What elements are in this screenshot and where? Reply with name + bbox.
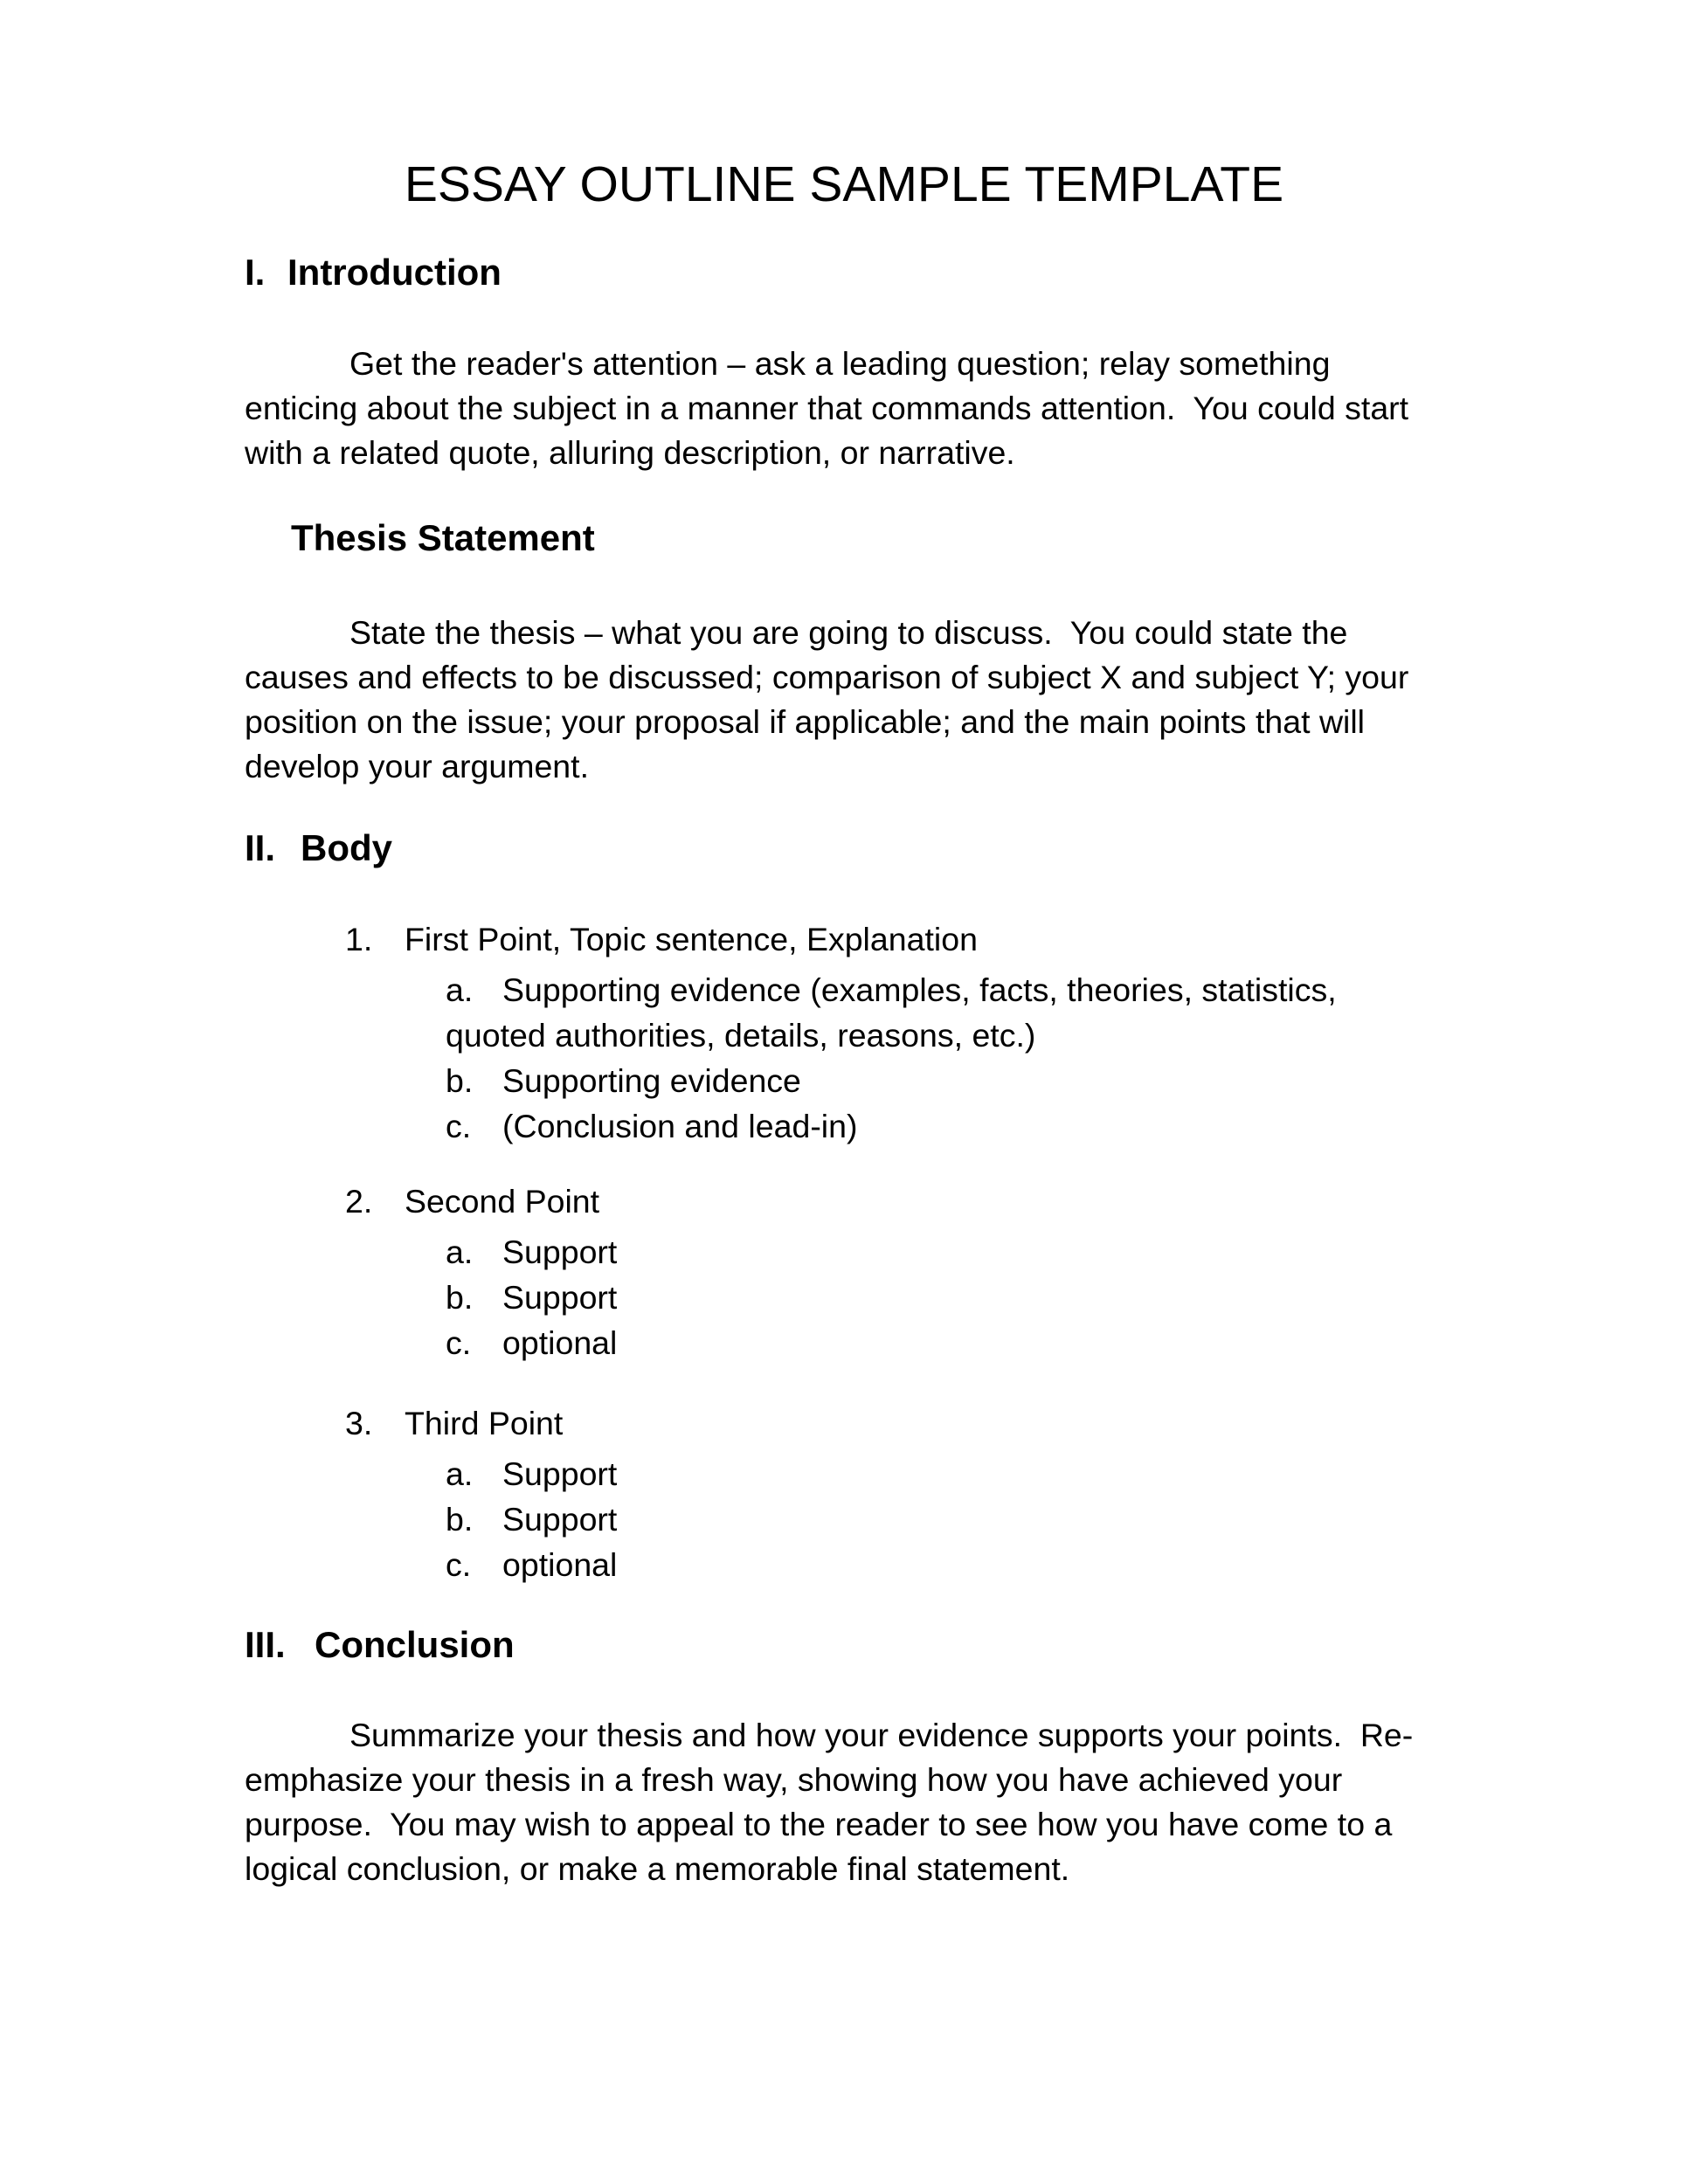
subpoint-marker: a. (446, 971, 474, 1008)
point-text: First Point, Topic sentence, Explanation (405, 921, 978, 957)
point-marker: 3. (345, 1405, 373, 1441)
subpoint-marker: b. (446, 1279, 474, 1316)
subpoint-text: optional (502, 1324, 618, 1361)
subpoint-text: Support (502, 1279, 618, 1316)
subpoint-line (245, 1103, 1443, 1149)
point-line (245, 1178, 1443, 1224)
subpoint-marker: c. (446, 1108, 472, 1144)
subpoint-line (245, 1275, 1443, 1320)
section-heading-body (245, 825, 1443, 872)
outline-point-2 (245, 1178, 1443, 1365)
section-heading-conclusion (245, 1621, 1443, 1669)
section-numeral: I. (245, 252, 266, 293)
point-line (245, 1400, 1443, 1446)
point-text: Third Point (405, 1405, 564, 1441)
subpoint-marker: b. (446, 1062, 474, 1099)
subpoint-line (245, 1542, 1443, 1587)
subpoint-text: (Conclusion and lead-in) (502, 1108, 858, 1144)
conclusion-paragraph: Summarize your thesis and how your evidence supports your points. Re-emphasize your thesis in a fresh way, showing how you have achieved your purpose. You may wish to appeal to the reader to see how you have come to a logical conclusion, or make a memorable final statement. (245, 1717, 1414, 1887)
subpoint-line (245, 1451, 1443, 1496)
section-heading-introduction (245, 249, 1443, 296)
subpoint-group (245, 1229, 1443, 1365)
outline-point-3 (245, 1400, 1443, 1587)
section-label: Conclusion (315, 1624, 515, 1665)
subpoint-text: Supporting evidence (examples, facts, theories, statistics, quoted authorities, details, reasons, etc.) (446, 971, 1346, 1054)
subpoint-group (245, 967, 1443, 1149)
subpoint-marker: c. (446, 1324, 472, 1361)
subpoint-marker: c. (446, 1546, 472, 1583)
point-text: Second Point (405, 1183, 600, 1220)
point-line (245, 916, 1443, 962)
subpoint-line (245, 1058, 1443, 1103)
subpoint-marker: a. (446, 1234, 474, 1270)
introduction-paragraph: Get the reader's attention – ask a leading question; relay something enticing about the subject in a manner that commands attention. You could start with a related quote, alluring description, or narrative. (245, 345, 1418, 471)
thesis-statement-heading: Thesis Statement (291, 517, 595, 558)
thesis-paragraph: State the thesis – what you are going to discuss. You could state the causes and effects to be discussed; comparison of subject X and subject Y; your position on the issue; your proposal if applicable; and the main points that will develop your argument. (245, 614, 1418, 784)
subpoint-marker: b. (446, 1501, 474, 1538)
subpoint-line (245, 1496, 1443, 1542)
subpoint-text: Supporting evidence (502, 1062, 801, 1099)
outline-point-1 (245, 916, 1443, 1149)
subpoint-text: Support (502, 1501, 618, 1538)
subpoint-text: Support (502, 1234, 618, 1270)
point-marker: 1. (345, 921, 373, 957)
subpoint-text: Support (502, 1455, 618, 1492)
subpoint-marker: a. (446, 1455, 474, 1492)
subpoint-line (245, 1320, 1443, 1365)
section-numeral: II. (245, 827, 276, 868)
subpoint-group (245, 1451, 1443, 1587)
section-numeral: III. (245, 1624, 286, 1665)
subpoint-line (245, 1229, 1443, 1275)
subpoint-line (245, 967, 1443, 1058)
point-marker: 2. (345, 1183, 373, 1220)
document-title: ESSAY OUTLINE SAMPLE TEMPLATE (404, 156, 1284, 212)
section-label: Body (301, 827, 392, 868)
section-label: Introduction (287, 252, 502, 293)
subpoint-text: optional (502, 1546, 618, 1583)
